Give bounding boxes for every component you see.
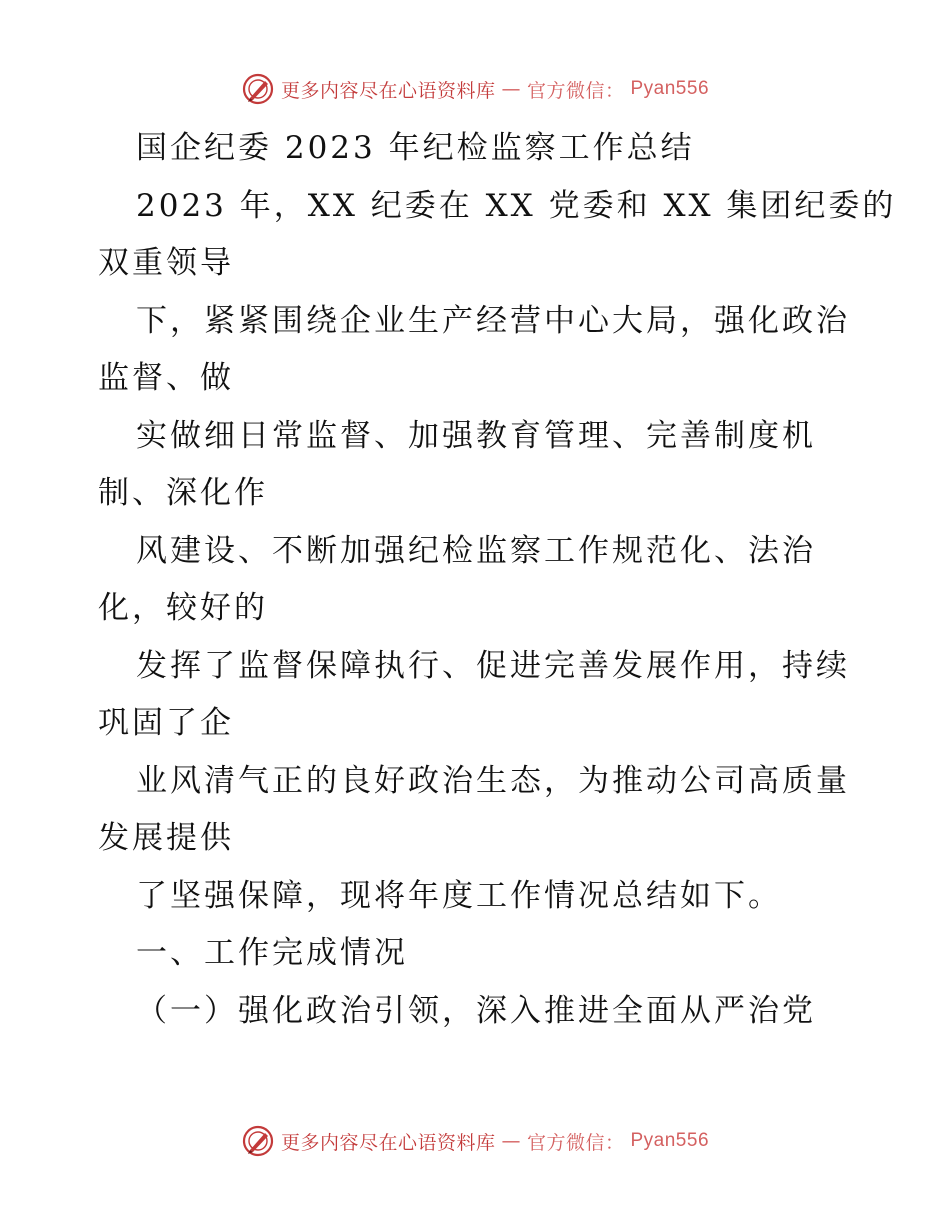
paragraph-line: 风建设、不断加强纪检监察工作规范化、法治	[136, 532, 816, 569]
subsection-heading: （一）强化政治引领，深入推进全面从严治党	[136, 992, 816, 1029]
document-body	[98, 120, 897, 1040]
watermark-dash: —	[501, 1130, 521, 1152]
paragraph-line: 发展提供	[98, 820, 234, 856]
paragraph-line: 巩固了企	[98, 705, 234, 741]
paragraph-line: 了坚强保障，现将年度工作情况总结如下。	[136, 877, 782, 914]
paragraph-line: 制、深化作	[98, 475, 268, 511]
paragraph-line: 实做细日常监督、加强教育管理、完善制度机	[136, 417, 816, 454]
paragraph-line: 下，紧紧围绕企业生产经营中心大局，强化政治	[136, 302, 850, 339]
paragraph-line: 2023 年，XX 纪委在 XX 党委和 XX 集团纪委的	[136, 187, 897, 224]
paragraph-line: 发挥了监督保障执行、促进完善发展作用，持续	[136, 647, 850, 684]
section-heading: 一、工作完成情况	[136, 935, 408, 971]
document-title: 国企纪委 2023 年纪检监察工作总结	[136, 130, 695, 166]
footer-watermark	[0, 1124, 950, 1158]
pen-logo-icon	[241, 72, 275, 106]
watermark-wechat-id: Pyan556	[630, 78, 710, 99]
watermark-dash: —	[501, 78, 521, 100]
paragraph-line: 监督、做	[98, 360, 234, 396]
paragraph-line: 双重领导	[98, 245, 234, 281]
paragraph-line: 化，较好的	[98, 590, 268, 626]
paragraph-line: 业风清气正的良好政治生态，为推动公司高质量	[136, 762, 850, 799]
watermark-wechat-id: Pyan556	[630, 1130, 710, 1151]
watermark-sub-text: 官方微信：	[526, 79, 625, 102]
pen-logo-icon	[241, 1124, 275, 1158]
watermark-main-text: 更多内容尽在心语资料库	[280, 1131, 496, 1154]
header-watermark	[0, 72, 950, 106]
watermark-main-text: 更多内容尽在心语资料库	[280, 79, 496, 102]
watermark-sub-text: 官方微信：	[526, 1131, 625, 1154]
